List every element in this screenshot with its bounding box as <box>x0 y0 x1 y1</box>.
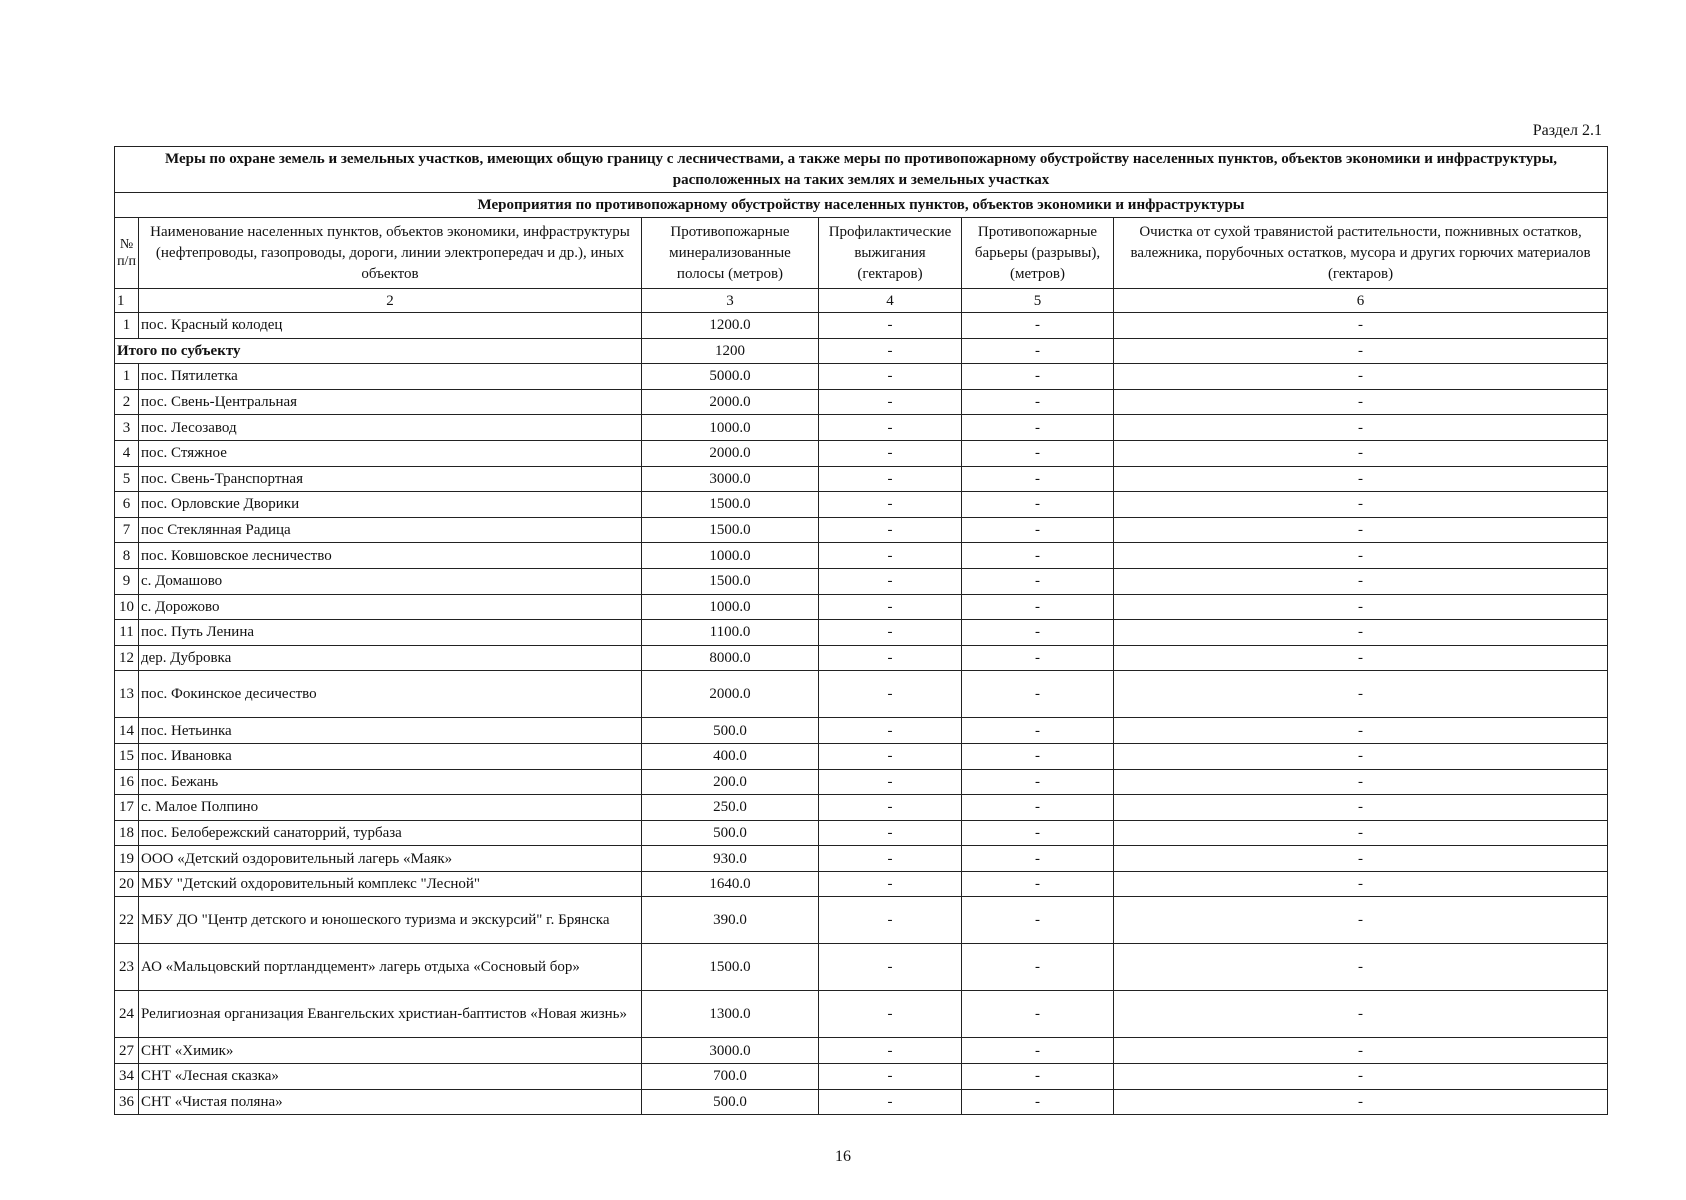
row-name: с. Малое Полпино <box>139 795 642 821</box>
header-strips: Противопожарные минерализованные полосы (метров) <box>642 218 819 289</box>
row-number: 13 <box>115 671 139 718</box>
row-strips: 2000.0 <box>642 440 819 466</box>
row-number: 12 <box>115 645 139 671</box>
row-name: пос. Свень-Центральная <box>139 389 642 415</box>
row-barriers: - <box>962 594 1114 620</box>
row-strips: 1500.0 <box>642 944 819 991</box>
row-cleaning: - <box>1114 466 1608 492</box>
total-label: Итого по субъекту <box>115 338 642 364</box>
row-strips: 8000.0 <box>642 645 819 671</box>
row-number: 15 <box>115 743 139 769</box>
row-barriers: - <box>962 671 1114 718</box>
row-cleaning: - <box>1114 769 1608 795</box>
table-row <box>115 871 1608 897</box>
row-burning: - <box>819 769 962 795</box>
row-burning: - <box>819 897 962 944</box>
row-strips: 1300.0 <box>642 991 819 1038</box>
row-name: пос. Нетьинка <box>139 718 642 744</box>
row-cleaning: - <box>1114 568 1608 594</box>
row-name: СНТ «Лесная сказка» <box>139 1064 642 1090</box>
row-name: пос. Ковшовское лесничество <box>139 543 642 569</box>
row-barriers: - <box>962 645 1114 671</box>
row-cleaning: - <box>1114 543 1608 569</box>
row-cleaning: - <box>1114 1038 1608 1064</box>
row-cleaning: - <box>1114 517 1608 543</box>
row-burning: - <box>819 718 962 744</box>
row-name: пос. Ивановка <box>139 743 642 769</box>
row-burning: - <box>819 1089 962 1115</box>
row-barriers: - <box>962 517 1114 543</box>
column-number: 5 <box>962 289 1114 313</box>
row-burning: - <box>819 944 962 991</box>
row-strips: 3000.0 <box>642 1038 819 1064</box>
row-number: 5 <box>115 466 139 492</box>
row-number: 10 <box>115 594 139 620</box>
row-number: 6 <box>115 492 139 518</box>
row-cleaning: - <box>1114 1089 1608 1115</box>
total-burning: - <box>819 338 962 364</box>
row-number: 8 <box>115 543 139 569</box>
row-burning: - <box>819 871 962 897</box>
row-name: пос. Пятилетка <box>139 364 642 390</box>
row-name: с. Домашово <box>139 568 642 594</box>
total-row <box>115 338 1608 364</box>
table-row <box>115 440 1608 466</box>
row-strips: 3000.0 <box>642 466 819 492</box>
row-number: 11 <box>115 620 139 646</box>
table-title: Меры по охране земель и земельных участков, имеющих общую границу с лесничествами, а также меры по противопожарному обустройству населенных пунктов, объектов экономики и инфраструктуры, расположенных на таких землях и земельных участках <box>115 147 1608 193</box>
row-burning: - <box>819 440 962 466</box>
row-strips: 1000.0 <box>642 415 819 441</box>
row-number: 7 <box>115 517 139 543</box>
row-strips: 390.0 <box>642 897 819 944</box>
row-number: 27 <box>115 1038 139 1064</box>
row-name: Религиозная организация Евангельских христиан-баптистов «Новая жизнь» <box>139 991 642 1038</box>
row-barriers: - <box>962 620 1114 646</box>
table-row <box>115 389 1608 415</box>
table-row <box>115 492 1608 518</box>
row-number: 23 <box>115 944 139 991</box>
row-cleaning: - <box>1114 389 1608 415</box>
table-row <box>115 645 1608 671</box>
row-cleaning: - <box>1114 944 1608 991</box>
row-burning: - <box>819 743 962 769</box>
row-strips: 1200.0 <box>642 313 819 339</box>
table-row <box>115 313 1608 339</box>
row-cleaning: - <box>1114 620 1608 646</box>
header-cleaning: Очистка от сухой травянистой растительности, пожнивных остатков, валежника, порубочных остатков, мусора и других горючих материалов (гектаров) <box>1114 218 1608 289</box>
row-name: ООО «Детский оздоровительный лагерь «Маяк» <box>139 846 642 872</box>
row-cleaning: - <box>1114 795 1608 821</box>
total-cleaning: - <box>1114 338 1608 364</box>
table-row <box>115 671 1608 718</box>
row-name: пос. Стяжное <box>139 440 642 466</box>
row-cleaning: - <box>1114 440 1608 466</box>
row-burning: - <box>819 466 962 492</box>
table-row <box>115 795 1608 821</box>
row-barriers: - <box>962 944 1114 991</box>
row-name: пос. Орловские Дворики <box>139 492 642 518</box>
row-cleaning: - <box>1114 897 1608 944</box>
page-number: 16 <box>835 1148 851 1165</box>
row-strips: 5000.0 <box>642 364 819 390</box>
fire-measures-table <box>114 146 1608 1115</box>
row-cleaning: - <box>1114 846 1608 872</box>
column-number: 1 <box>115 289 139 313</box>
table-row <box>115 594 1608 620</box>
column-number: 6 <box>1114 289 1608 313</box>
table-row <box>115 897 1608 944</box>
row-barriers: - <box>962 991 1114 1038</box>
row-cleaning: - <box>1114 743 1608 769</box>
row-cleaning: - <box>1114 364 1608 390</box>
row-name: МБУ ДО "Центр детского и юношеского туризма и экскурсий" г. Брянска <box>139 897 642 944</box>
table-row <box>115 466 1608 492</box>
row-burning: - <box>819 415 962 441</box>
row-strips: 1500.0 <box>642 568 819 594</box>
row-number: 17 <box>115 795 139 821</box>
row-barriers: - <box>962 568 1114 594</box>
row-number: 22 <box>115 897 139 944</box>
table-row <box>115 620 1608 646</box>
row-number: 14 <box>115 718 139 744</box>
table-row <box>115 543 1608 569</box>
row-burning: - <box>819 1038 962 1064</box>
table-row <box>115 1089 1608 1115</box>
row-barriers: - <box>962 1038 1114 1064</box>
row-barriers: - <box>962 871 1114 897</box>
row-burning: - <box>819 313 962 339</box>
table-title-row <box>115 147 1608 193</box>
row-strips: 1640.0 <box>642 871 819 897</box>
row-cleaning: - <box>1114 1064 1608 1090</box>
row-number: 18 <box>115 820 139 846</box>
table-subtitle-row <box>115 193 1608 218</box>
row-burning: - <box>819 389 962 415</box>
row-burning: - <box>819 645 962 671</box>
row-burning: - <box>819 1064 962 1090</box>
table-row <box>115 1064 1608 1090</box>
row-name: с. Дорожово <box>139 594 642 620</box>
row-barriers: - <box>962 543 1114 569</box>
row-cleaning: - <box>1114 594 1608 620</box>
row-strips: 1500.0 <box>642 517 819 543</box>
header-burning: Профилактические выжигания (гектаров) <box>819 218 962 289</box>
row-strips: 200.0 <box>642 769 819 795</box>
row-number: 34 <box>115 1064 139 1090</box>
row-number: 2 <box>115 389 139 415</box>
row-number: 1 <box>115 313 139 339</box>
row-number: 20 <box>115 871 139 897</box>
header-num: № п/п <box>115 218 139 289</box>
total-strips: 1200 <box>642 338 819 364</box>
row-burning: - <box>819 820 962 846</box>
row-cleaning: - <box>1114 871 1608 897</box>
row-name: пос. Красный колодец <box>139 313 642 339</box>
table-row <box>115 846 1608 872</box>
row-number: 24 <box>115 991 139 1038</box>
section-label: Раздел 2.1 <box>1532 122 1602 139</box>
row-barriers: - <box>962 795 1114 821</box>
row-name: АО «Мальцовский портландцемент» лагерь отдыха «Сосновый бор» <box>139 944 642 991</box>
row-barriers: - <box>962 1064 1114 1090</box>
row-barriers: - <box>962 389 1114 415</box>
table-row <box>115 944 1608 991</box>
column-header-row <box>115 218 1608 289</box>
row-barriers: - <box>962 313 1114 339</box>
row-name: пос. Белобережский санаторрий, турбаза <box>139 820 642 846</box>
row-strips: 500.0 <box>642 820 819 846</box>
row-number: 36 <box>115 1089 139 1115</box>
row-cleaning: - <box>1114 415 1608 441</box>
row-burning: - <box>819 568 962 594</box>
row-number: 4 <box>115 440 139 466</box>
table-row <box>115 1038 1608 1064</box>
row-name: пос. Фокинское десичество <box>139 671 642 718</box>
row-number: 3 <box>115 415 139 441</box>
row-burning: - <box>819 364 962 390</box>
row-name: пос. Бежань <box>139 769 642 795</box>
table-row <box>115 415 1608 441</box>
row-cleaning: - <box>1114 820 1608 846</box>
row-barriers: - <box>962 364 1114 390</box>
row-strips: 930.0 <box>642 846 819 872</box>
row-barriers: - <box>962 743 1114 769</box>
row-strips: 2000.0 <box>642 671 819 718</box>
row-barriers: - <box>962 440 1114 466</box>
row-burning: - <box>819 517 962 543</box>
table-row <box>115 517 1608 543</box>
row-number: 9 <box>115 568 139 594</box>
row-name: СНТ «Чистая поляна» <box>139 1089 642 1115</box>
column-number-row <box>115 289 1608 313</box>
table-row <box>115 820 1608 846</box>
row-cleaning: - <box>1114 991 1608 1038</box>
row-name: МБУ "Детский охдоровительный комплекс "Лесной" <box>139 871 642 897</box>
row-strips: 700.0 <box>642 1064 819 1090</box>
row-strips: 2000.0 <box>642 389 819 415</box>
row-cleaning: - <box>1114 645 1608 671</box>
table-row <box>115 568 1608 594</box>
table-row <box>115 991 1608 1038</box>
column-number: 3 <box>642 289 819 313</box>
row-number: 19 <box>115 846 139 872</box>
row-burning: - <box>819 594 962 620</box>
row-burning: - <box>819 671 962 718</box>
row-cleaning: - <box>1114 718 1608 744</box>
row-barriers: - <box>962 718 1114 744</box>
row-strips: 400.0 <box>642 743 819 769</box>
row-burning: - <box>819 991 962 1038</box>
row-strips: 1500.0 <box>642 492 819 518</box>
row-number: 1 <box>115 364 139 390</box>
row-barriers: - <box>962 820 1114 846</box>
table-row <box>115 364 1608 390</box>
row-strips: 250.0 <box>642 795 819 821</box>
column-number: 4 <box>819 289 962 313</box>
row-strips: 1000.0 <box>642 594 819 620</box>
row-name: пос. Путь Ленина <box>139 620 642 646</box>
table-subtitle: Мероприятия по противопожарному обустройству населенных пунктов, объектов экономики и инфраструктуры <box>115 193 1608 218</box>
row-strips: 1000.0 <box>642 543 819 569</box>
row-name: пос. Свень-Транспортная <box>139 466 642 492</box>
row-burning: - <box>819 492 962 518</box>
table-row <box>115 743 1608 769</box>
row-name: пос. Лесозавод <box>139 415 642 441</box>
row-barriers: - <box>962 492 1114 518</box>
table-row <box>115 718 1608 744</box>
row-cleaning: - <box>1114 492 1608 518</box>
table-row <box>115 769 1608 795</box>
row-cleaning: - <box>1114 671 1608 718</box>
row-burning: - <box>819 846 962 872</box>
row-cleaning: - <box>1114 313 1608 339</box>
row-name: пос Стеклянная Радица <box>139 517 642 543</box>
total-barriers: - <box>962 338 1114 364</box>
row-barriers: - <box>962 466 1114 492</box>
row-name: дер. Дубровка <box>139 645 642 671</box>
row-burning: - <box>819 543 962 569</box>
row-burning: - <box>819 795 962 821</box>
row-barriers: - <box>962 897 1114 944</box>
column-number: 2 <box>139 289 642 313</box>
header-name: Наименование населенных пунктов, объектов экономики, инфраструктуры (нефтепроводы, газопроводы, дороги, линии электропередач и др.), иных объектов <box>139 218 642 289</box>
row-strips: 500.0 <box>642 1089 819 1115</box>
row-barriers: - <box>962 1089 1114 1115</box>
row-burning: - <box>819 620 962 646</box>
row-strips: 500.0 <box>642 718 819 744</box>
row-name: СНТ «Химик» <box>139 1038 642 1064</box>
header-barriers: Противопожарные барьеры (разрывы), (метров) <box>962 218 1114 289</box>
row-barriers: - <box>962 769 1114 795</box>
row-number: 16 <box>115 769 139 795</box>
row-strips: 1100.0 <box>642 620 819 646</box>
row-barriers: - <box>962 415 1114 441</box>
row-barriers: - <box>962 846 1114 872</box>
